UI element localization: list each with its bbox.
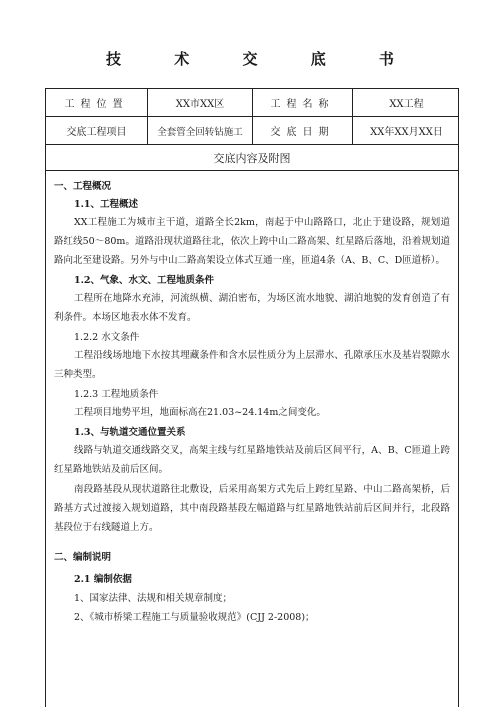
paragraph-rail-2: 南段路基段从现状道路往北敷设，后采用高架方式先后上跨红星路、中山二路高架桥，后路基方式过渡接入规划道路，其中南段路基段左幅道路与红星路地铁站前后区间并行，北段路基段位于右线隧道上方。 (54, 484, 450, 533)
paragraph-conditions: 工程所在地降水充沛，河流纵横、湖泊密布，为场区流水地貌、湖泊地貌的发育创造了有利条件。本场区地表水体不发育。 (54, 293, 450, 323)
paragraph-overview: XX工程施工为城市主干道，道路全长2km，南起于中山路路口，北止于建设路，规划道路红线50～80m。道路沿现状道路往北，依次上跨中山二路高架、红星路后落地，沿着规划道路向北至建设路。另外与中山二路高架设立体式互通一座，匝道4条（A、B、C、D匝道桥）。 (54, 217, 450, 266)
heading-geology: 1.2.3 工程地质条件 (74, 389, 159, 400)
list-item-spec: 2、《城市桥梁工程施工与质量验收规范》(CJJ 2-2008)； (74, 612, 315, 623)
paragraph-geology: 工程项目地势平坦，地面标高在21.03~24.14m之间变化。 (74, 407, 326, 418)
paragraph-hydrology: 工程沿线场地地下水按其埋藏条件和含水层性质分为上层滞水、孔隙承压水及基岩裂隙水三种类型。 (54, 350, 450, 380)
label-handover-date: 交底日期 (253, 117, 353, 144)
value-handover-date: XX年XX月XX日 (370, 127, 443, 138)
heading-conditions: 1.2、气象、水文、工程地质条件 (74, 275, 215, 286)
value-handover-item: 全套管全回转钻施工 (148, 117, 253, 144)
heading-compilation-basis: 2.1 编制依据 (74, 574, 132, 585)
document-title: 技 术 交 底 书 (106, 50, 418, 68)
heading-hydrology: 1.2.2 水文条件 (74, 332, 140, 343)
paragraph-rail-1: 线路与轨道交通线路交叉，高架主线与红星路地铁站及前后区间平行，A、B、C匝道上跨红星路地铁站及前后区间。 (54, 445, 450, 475)
label-project-location: 工程位置 (46, 89, 148, 116)
value-project-name: XX工程 (389, 99, 424, 110)
section-title-row (46, 145, 458, 171)
value-project-location: XX市XX区 (148, 89, 253, 116)
header-row-2 (46, 117, 458, 145)
label-handover-item: 交底工程项目 (46, 117, 148, 144)
heading-rail-relation: 1.3、与轨道交通位置关系 (74, 427, 186, 438)
handover-content (46, 171, 458, 627)
heading-compilation-notes: 二、编制说明 (54, 552, 112, 563)
heading-overview: 1.1、工程概述 (74, 199, 139, 210)
section-title: 交底内容及附图 (213, 151, 291, 165)
handover-table (45, 88, 459, 707)
header-row-1 (46, 89, 458, 117)
label-project-name: 工程名称 (253, 89, 353, 116)
heading-project-overview: 一、工程概况 (54, 181, 112, 192)
list-item-laws: 1、国家法律、法规和相关规章制度； (74, 593, 233, 604)
